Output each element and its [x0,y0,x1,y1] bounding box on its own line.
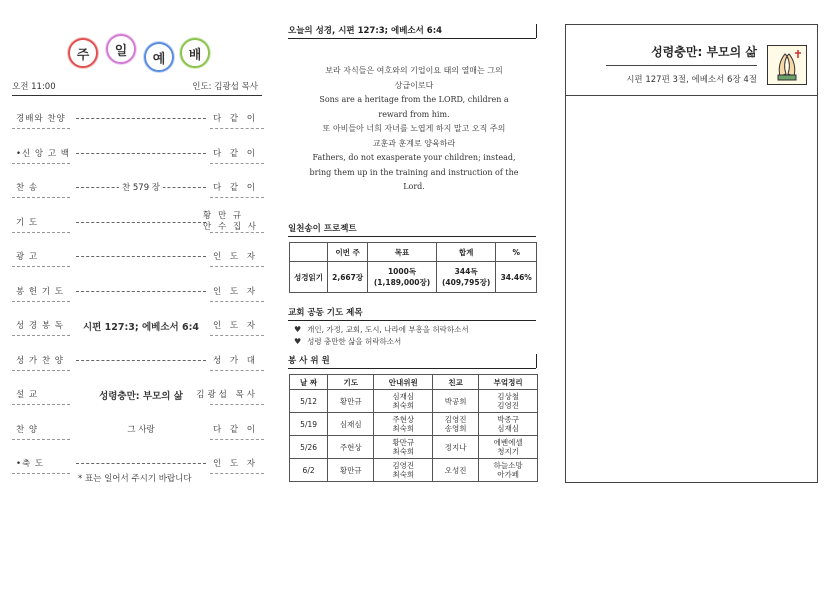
sermon-notes-panel [565,24,818,483]
order-item-name: 성 경 봉 독 [16,321,64,331]
order-item-person: 인 도 자 [212,286,258,297]
table-cell: 34.46% [496,262,537,293]
servers-table [289,374,538,482]
sermon-title: 성령충만: 부모의 삶 [651,45,757,59]
prayer-item [294,324,469,335]
heart-icon: ♥ [294,337,302,346]
table-header: 날 짜 [290,375,328,390]
table-cell: 박종구 심재심 [479,413,538,436]
heart-icon: ♥ [294,325,302,334]
order-item-name: •축 도 [16,459,45,469]
order-item-name: 성 가 찬 양 [16,355,64,366]
table-header: 이번 주 [328,243,368,262]
sermon-header [566,25,817,96]
table-header: 기도 [328,375,374,390]
table-cell: 주현상 [328,436,374,459]
table-row [290,459,538,482]
order-row [12,319,264,333]
order-item-person: 김광섭 목사 [196,390,258,400]
order-item-name: 기 도 [16,217,39,228]
order-item-detail-text: 찬 579 장 [119,183,163,193]
verse-line: 보라 자식들은 여호와의 기업이요 태의 열매는 그의 [325,66,503,75]
goal-pages: (1,189,000장) [373,278,431,287]
verse-line: 교훈과 훈계로 양육하라 [372,138,456,148]
table-cell: 황만규 [328,459,374,482]
sermon-reference: 시편 127편 3절, 에베소서 6장 4절 [626,75,757,85]
project-heading [288,222,536,237]
table-cell: 5/26 [290,436,328,459]
order-row [12,147,264,161]
title-char-3: 예 [144,42,174,72]
order-item-person: 다 같 이 [212,424,258,435]
table-header-row [290,243,537,262]
order-item-person: 다 같 이 [212,148,258,159]
scripture-text [294,64,534,195]
table-cell: 성경읽기 [290,262,328,293]
table-header: 친교 [433,375,479,390]
order-item-detail [76,319,206,333]
praying-hands-icon [767,45,807,85]
order-item-detail [76,423,206,435]
order-item-person: 인 도 자 [212,252,258,262]
verse-line: bring them up in the training and instruction of the [309,167,519,177]
table-cell: 주현상 최숙희 [374,413,433,436]
info-column [288,22,538,492]
table-cell: 김영진 최숙희 [374,459,433,482]
table-cell [368,262,437,293]
prayer-item-text: 성령 충만한 삶을 허락하소서 [307,337,402,346]
total-pages: (409,795장) [442,278,491,287]
order-item-person: 성 가 대 [212,355,258,366]
order-item-detail-text: 성령충만: 부모의 삶 [96,391,186,402]
prayer-item [294,336,401,347]
service-time: 오전 11:00 [12,82,56,92]
table-header-row [290,375,538,390]
table-cell: 김상철 김영진 [479,390,538,413]
scripture-heading-text: 오늘의 성경, 시편 127:3; 에베소서 6:4 [288,26,443,36]
goal-books: 1000독 [387,267,417,276]
table-cell: 하늘소망 아가페 [479,459,538,482]
table-header: 부엌정리 [479,375,538,390]
servers-heading-text: 봉 사 위 원 [288,356,330,366]
order-row [12,112,264,126]
verse-line: reward from him. [378,109,450,119]
order-row [12,210,264,232]
title-char-1: 주 [68,38,98,68]
table-cell: 에벤에셀 청지기 [479,436,538,459]
verse-line: 또 아비들아 너희 자녀를 노엽게 하지 말고 오직 주의 [322,124,506,133]
table-row [290,413,538,436]
table-cell: 5/19 [290,413,328,436]
total-books: 344독 [454,267,478,276]
order-row [12,457,264,471]
order-row [12,354,264,368]
service-leader: 인도: 김광섭 목사 [192,82,258,92]
order-row [12,181,264,195]
verse-line: Sons are a heritage from the LORD, children a [319,95,509,104]
table-cell: 6/2 [290,459,328,482]
prayer-heading-text: 교회 공동 기도 제목 [288,308,363,318]
order-item-person: 다 같 이 [212,183,258,193]
order-item-person: 인 도 자 [212,459,258,469]
table-cell: 황만규 최숙희 [374,436,433,459]
order-item-person: 다 같 이 [212,114,258,124]
table-row [290,436,538,459]
order-item-detail-text: 그 사랑 [124,425,157,435]
project-table [289,242,537,293]
table-cell: 심재심 [328,413,374,436]
order-item-name: 찬 양 [16,424,39,435]
order-item-name: 봉 헌 기 도 [16,286,64,297]
servers-heading [288,354,536,369]
prayer-heading [288,306,536,321]
table-header: 목표 [368,243,437,262]
table-cell: 2,667장 [328,262,368,293]
order-item-name: •신 앙 고 백 [16,148,70,159]
order-item-name: 설 교 [16,390,39,400]
order-item-detail-text: 시편 127:3; 에베소서 6:4 [80,322,202,333]
table-cell: 김영진 송영희 [433,413,479,436]
title-char-2: 일 [106,34,136,64]
order-item-person: 황 만 규 안 수 집 사 [203,210,258,232]
table-row [290,390,538,413]
order-row [12,285,264,299]
table-cell: 심재심 최숙희 [374,390,433,413]
standing-footnote: * 표는 일어서 주시기 바랍니다 [78,474,192,484]
table-header: 안내위원 [374,375,433,390]
verse-line: Lord. [403,182,425,191]
table-cell: 오성진 [433,459,479,482]
table-row [290,262,537,293]
verse-line: Fathers, do not exasperate your children; instead, [312,153,516,162]
worship-title [66,30,216,80]
order-item-name: 찬 송 [16,183,39,193]
table-cell [436,262,496,293]
order-item-person: 인 도 자 [212,321,258,331]
order-item-detail [76,181,206,193]
order-row [12,250,264,264]
order-row [12,423,264,437]
prayer-item-text: 개인, 가정, 교회, 도시, 나라에 부흥을 허락하소서 [307,325,469,334]
order-row [12,388,264,402]
table-header: % [496,243,537,262]
table-cell: 박공희 [433,390,479,413]
table-cell: 5/12 [290,390,328,413]
service-header [12,80,262,96]
table-cell: 정지나 [433,436,479,459]
table-header [290,243,328,262]
table-header: 합계 [436,243,496,262]
verse-line: 상급이로다 [394,80,434,90]
project-heading-text: 일천송이 프로젝트 [288,224,357,234]
order-item-detail [76,388,206,402]
worship-order-column [8,20,264,490]
order-item-name: 광 고 [16,252,39,262]
order-item-name: 경배와 찬양 [16,114,66,124]
scripture-heading [288,24,536,39]
title-char-4: 배 [180,38,210,68]
table-cell: 황만규 [328,390,374,413]
